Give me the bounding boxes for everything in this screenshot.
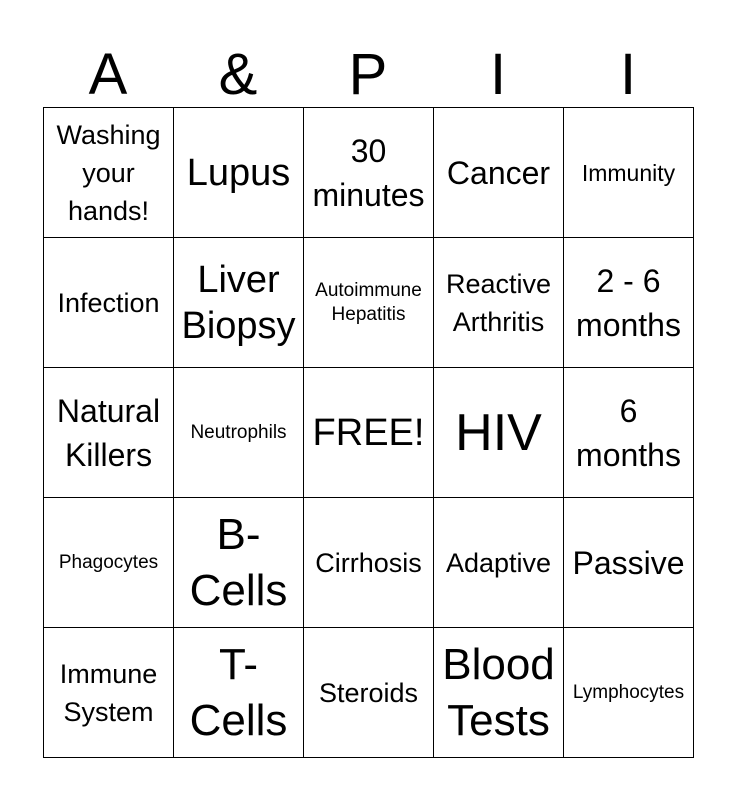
- cell-label: Cirrhosis: [315, 547, 422, 578]
- bingo-cell[interactable]: [174, 368, 304, 498]
- bingo-cell[interactable]: [174, 498, 304, 628]
- bingo-cell[interactable]: [434, 628, 564, 758]
- bingo-cell[interactable]: [174, 108, 304, 238]
- bingo-cell[interactable]: [304, 108, 434, 238]
- cell-label: Washing your hands!: [56, 119, 161, 226]
- cell-label: Adaptive: [445, 547, 552, 578]
- cell-label: HIV: [455, 403, 542, 462]
- cell-label: Lupus: [186, 151, 291, 194]
- cell-label: Neutrophils: [190, 421, 287, 443]
- cell-label: Phagocytes: [58, 551, 159, 573]
- header-letter-1: A: [88, 42, 128, 107]
- cell-label: FREE!: [312, 411, 425, 454]
- bingo-cell[interactable]: [304, 498, 434, 628]
- bingo-cell[interactable]: [434, 498, 564, 628]
- cell-label: Immunity: [581, 159, 676, 186]
- header-letter-2: &: [218, 42, 258, 107]
- cell-label: Cancer: [446, 154, 551, 191]
- header-letter-3: P: [348, 42, 388, 107]
- bingo-cell[interactable]: [434, 108, 564, 238]
- cell-label: Reactive Arthritis: [445, 268, 552, 337]
- bingo-cell[interactable]: [174, 238, 304, 368]
- bingo-cell[interactable]: [304, 628, 434, 758]
- bingo-board: [43, 107, 694, 758]
- cell-label: 6 months: [576, 392, 681, 473]
- bingo-cell[interactable]: [44, 498, 174, 628]
- bingo-cell[interactable]: [564, 368, 694, 498]
- bingo-cell[interactable]: [304, 238, 434, 368]
- cell-label: Autoimmune Hepatitis: [315, 279, 422, 325]
- cell-label: T-Cells: [189, 639, 288, 745]
- cell-label: Liver Biopsy: [181, 258, 296, 347]
- bingo-cell[interactable]: [564, 108, 694, 238]
- bingo-cell[interactable]: [44, 628, 174, 758]
- cell-label: Steroids: [318, 677, 419, 708]
- cell-label: 30 minutes: [312, 132, 425, 213]
- bingo-cell[interactable]: [434, 238, 564, 368]
- bingo-cell[interactable]: [44, 238, 174, 368]
- cell-label: B-Cells: [189, 509, 288, 615]
- cell-label: Natural Killers: [56, 392, 161, 473]
- bingo-cell[interactable]: [564, 498, 694, 628]
- cell-label: Blood Tests: [442, 639, 555, 745]
- cell-label: Lymphocytes: [572, 681, 685, 703]
- bingo-cell[interactable]: [174, 628, 304, 758]
- bingo-cell[interactable]: [44, 108, 174, 238]
- bingo-header: [43, 42, 693, 108]
- header-letter-4: I: [489, 42, 507, 107]
- cell-label: Infection: [57, 287, 160, 318]
- cell-label: Immune System: [59, 658, 158, 727]
- bingo-cell[interactable]: [564, 238, 694, 368]
- cell-label: Passive: [572, 544, 685, 581]
- bingo-cell[interactable]: [434, 368, 564, 498]
- header-letter-5: I: [619, 42, 637, 107]
- cell-label: 2 - 6 months: [576, 262, 681, 343]
- bingo-cell[interactable]: [44, 368, 174, 498]
- bingo-cell[interactable]: [304, 368, 434, 498]
- bingo-cell[interactable]: [564, 628, 694, 758]
